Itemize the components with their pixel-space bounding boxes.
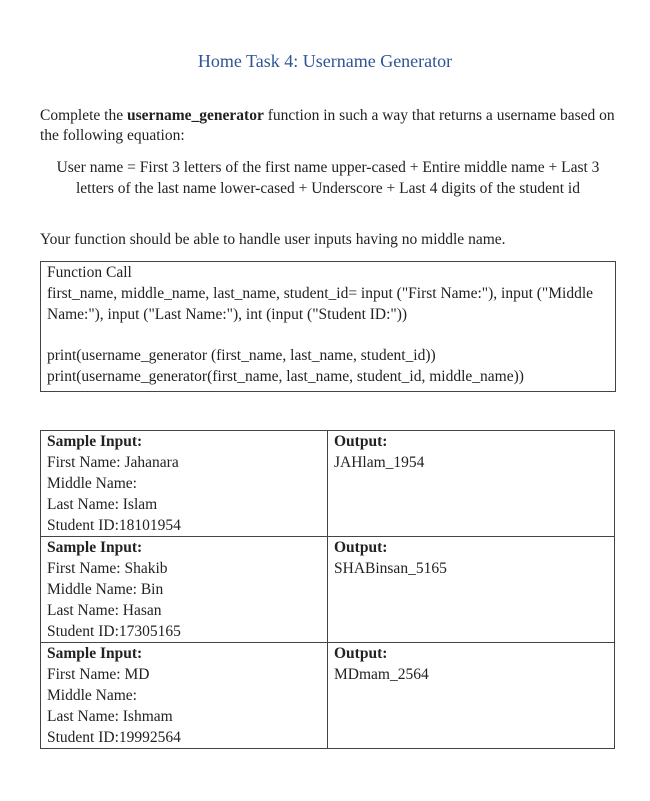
student-id-value: Student ID:18101954 — [47, 517, 181, 534]
intro-text-pre: Complete the — [40, 107, 127, 124]
function-call-heading: Function Call — [47, 264, 132, 281]
first-name-value: First Name: Jahanara — [47, 454, 179, 471]
table-row — [41, 431, 615, 537]
output-value: MDmam_2564 — [334, 666, 429, 683]
last-name-value: Last Name: Hasan — [47, 602, 162, 619]
function-call-box — [40, 261, 616, 392]
sample-input-label: Sample Input: — [47, 645, 143, 662]
sample-input-cell — [41, 643, 328, 749]
last-name-value: Last Name: Islam — [47, 496, 158, 513]
username-equation: User name = First 3 letters of the first name upper-cased + Entire middle name + Last 3 letters of the last name lower-cased + Underscore + Last 4 digits of the student id — [56, 159, 600, 197]
middle-name-value: Middle Name: — [47, 687, 137, 704]
table-row — [41, 537, 615, 643]
table-row — [41, 643, 615, 749]
output-label: Output: — [334, 645, 388, 662]
blank-line — [47, 325, 611, 345]
middle-name-value: Middle Name: — [47, 475, 137, 492]
function-name: username_generator — [126, 107, 264, 124]
function-call-input-line: first_name, middle_name, last_name, student_id= input ("First Name:"), input ("Middle Name:"), input ("Last Name:"), int (input ("Student ID:")) — [47, 285, 597, 323]
last-name-value: Last Name: Ishmam — [47, 708, 173, 725]
sample-input-label: Sample Input: — [47, 433, 143, 450]
sample-input-cell — [41, 537, 328, 643]
function-call-print-line-1: print(username_generator (first_name, last_name, student_id)) — [47, 347, 436, 364]
sample-output-cell — [328, 643, 615, 749]
output-label: Output: — [334, 433, 388, 450]
first-name-value: First Name: MD — [47, 666, 150, 683]
output-label: Output: — [334, 539, 388, 556]
sample-output-cell — [328, 431, 615, 537]
function-call-print-line-2: print(username_generator(first_name, last_name, student_id, middle_name)) — [47, 368, 524, 385]
student-id-value: Student ID:19992564 — [47, 729, 181, 746]
output-value: SHABinsan_5165 — [334, 560, 447, 577]
middle-name-note: Your function should be able to handle user inputs having no middle name. — [40, 231, 506, 248]
output-value: JAHlam_1954 — [334, 454, 425, 471]
sample-output-cell — [328, 537, 615, 643]
student-id-value: Student ID:17305165 — [47, 623, 181, 640]
sample-input-cell — [41, 431, 328, 537]
sample-input-label: Sample Input: — [47, 539, 143, 556]
samples-table — [40, 430, 615, 749]
page-title: Home Task 4: Username Generator — [197, 51, 453, 71]
middle-name-value: Middle Name: Bin — [47, 581, 164, 598]
intro-text-post: function in such a way that returns a username based on the following equation: — [40, 107, 615, 144]
intro-paragraph — [40, 106, 615, 146]
first-name-value: First Name: Shakib — [47, 560, 168, 577]
